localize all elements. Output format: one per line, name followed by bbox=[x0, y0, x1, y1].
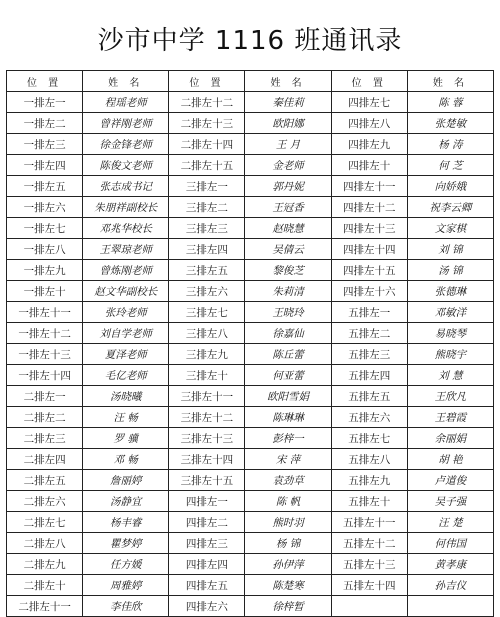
position-cell: 五排左十一 bbox=[331, 512, 407, 533]
position-cell: 二排左二 bbox=[7, 407, 83, 428]
name-cell: 张德琳 bbox=[407, 281, 493, 302]
table-row bbox=[7, 491, 494, 512]
position-cell: 二排左八 bbox=[7, 533, 83, 554]
table-row bbox=[7, 239, 494, 260]
position-cell: 五排左十 bbox=[331, 491, 407, 512]
position-cell: 五排左十四 bbox=[331, 575, 407, 596]
name-cell: 陈 帆 bbox=[245, 491, 331, 512]
name-cell: 吴倩云 bbox=[245, 239, 331, 260]
name-cell: 何 芝 bbox=[407, 155, 493, 176]
name-cell: 卢道俊 bbox=[407, 470, 493, 491]
name-cell: 汤静宜 bbox=[83, 491, 169, 512]
position-cell: 三排左八 bbox=[169, 323, 245, 344]
position-cell: 四排左十五 bbox=[331, 260, 407, 281]
name-cell: 向娇娥 bbox=[407, 176, 493, 197]
name-cell: 黄孝康 bbox=[407, 554, 493, 575]
name-cell: 朱朋祥副校长 bbox=[83, 197, 169, 218]
name-cell: 陈 蓉 bbox=[407, 92, 493, 113]
header-cell: 姓 名 bbox=[407, 71, 493, 92]
position-cell: 三排左七 bbox=[169, 302, 245, 323]
table-row bbox=[7, 428, 494, 449]
table-row bbox=[7, 386, 494, 407]
position-cell: 五排左四 bbox=[331, 365, 407, 386]
name-cell: 赵文华副校长 bbox=[83, 281, 169, 302]
name-cell: 胡 艳 bbox=[407, 449, 493, 470]
position-cell: 四排左八 bbox=[331, 113, 407, 134]
position-cell: 二排左十 bbox=[7, 575, 83, 596]
position-cell: 三排左九 bbox=[169, 344, 245, 365]
name-cell: 李佳欣 bbox=[83, 596, 169, 617]
position-cell: 二排左十五 bbox=[169, 155, 245, 176]
table-row bbox=[7, 92, 494, 113]
table-row bbox=[7, 218, 494, 239]
name-cell: 刘 锦 bbox=[407, 239, 493, 260]
position-cell: 三排左十五 bbox=[169, 470, 245, 491]
position-cell: 一排左十四 bbox=[7, 365, 83, 386]
name-cell: 汪 畅 bbox=[83, 407, 169, 428]
header-cell: 位 置 bbox=[169, 71, 245, 92]
position-cell: 五排左十三 bbox=[331, 554, 407, 575]
name-cell: 陈楚寒 bbox=[245, 575, 331, 596]
name-cell: 余丽娟 bbox=[407, 428, 493, 449]
position-cell: 四排左十六 bbox=[331, 281, 407, 302]
name-cell: 张楚敏 bbox=[407, 113, 493, 134]
name-cell: 祝李云卿 bbox=[407, 197, 493, 218]
name-cell: 徐金锋老师 bbox=[83, 134, 169, 155]
table-row bbox=[7, 113, 494, 134]
position-cell: 五排左三 bbox=[331, 344, 407, 365]
position-cell: 三排左六 bbox=[169, 281, 245, 302]
position-cell: 二排左七 bbox=[7, 512, 83, 533]
table-row bbox=[7, 281, 494, 302]
table-row bbox=[7, 533, 494, 554]
header-cell: 位 置 bbox=[7, 71, 83, 92]
table-row bbox=[7, 155, 494, 176]
name-cell: 王 月 bbox=[245, 134, 331, 155]
position-cell: 一排左八 bbox=[7, 239, 83, 260]
position-cell: 三排左十二 bbox=[169, 407, 245, 428]
table-row bbox=[7, 344, 494, 365]
position-cell: 四排左五 bbox=[169, 575, 245, 596]
name-cell: 徐梓暂 bbox=[245, 596, 331, 617]
position-cell: 四排左一 bbox=[169, 491, 245, 512]
name-cell: 任方媛 bbox=[83, 554, 169, 575]
name-cell: 王晓玲 bbox=[245, 302, 331, 323]
name-cell: 杨 涛 bbox=[407, 134, 493, 155]
position-cell: 三排左三 bbox=[169, 218, 245, 239]
name-cell: 王冠香 bbox=[245, 197, 331, 218]
position-cell: 二排左三 bbox=[7, 428, 83, 449]
name-cell: 陈丘蕾 bbox=[245, 344, 331, 365]
position-cell: 四排左十二 bbox=[331, 197, 407, 218]
table-row bbox=[7, 596, 494, 617]
position-cell: 三排左四 bbox=[169, 239, 245, 260]
roster-table bbox=[6, 70, 494, 617]
position-cell: 五排左一 bbox=[331, 302, 407, 323]
table-row bbox=[7, 302, 494, 323]
table-row bbox=[7, 197, 494, 218]
name-cell: 熊时羽 bbox=[245, 512, 331, 533]
name-cell: 熊晓宇 bbox=[407, 344, 493, 365]
name-cell: 吴子强 bbox=[407, 491, 493, 512]
name-cell: 刘自学老师 bbox=[83, 323, 169, 344]
position-cell: 四排左九 bbox=[331, 134, 407, 155]
name-cell: 张志成书记 bbox=[83, 176, 169, 197]
position-cell: 三排左一 bbox=[169, 176, 245, 197]
position-cell: 二排左四 bbox=[7, 449, 83, 470]
position-cell: 一排左九 bbox=[7, 260, 83, 281]
name-cell: 邓兆华校长 bbox=[83, 218, 169, 239]
name-cell: 陈琳琳 bbox=[245, 407, 331, 428]
position-cell: 二排左九 bbox=[7, 554, 83, 575]
position-cell: 五排左二 bbox=[331, 323, 407, 344]
position-cell: 二排左五 bbox=[7, 470, 83, 491]
name-cell: 罗 骥 bbox=[83, 428, 169, 449]
name-cell: 夏泽老师 bbox=[83, 344, 169, 365]
name-cell: 朱莉清 bbox=[245, 281, 331, 302]
name-cell: 文家棋 bbox=[407, 218, 493, 239]
table-row bbox=[7, 134, 494, 155]
name-cell: 袁劲草 bbox=[245, 470, 331, 491]
table-row bbox=[7, 323, 494, 344]
position-cell: 二排左十二 bbox=[169, 92, 245, 113]
name-cell: 秦佳莉 bbox=[245, 92, 331, 113]
position-cell: 一排左一 bbox=[7, 92, 83, 113]
position-cell: 一排左七 bbox=[7, 218, 83, 239]
position-cell: 四排左二 bbox=[169, 512, 245, 533]
table-row bbox=[7, 176, 494, 197]
table-row bbox=[7, 554, 494, 575]
position-cell: 五排左五 bbox=[331, 386, 407, 407]
position-cell: 五排左六 bbox=[331, 407, 407, 428]
position-cell: 一排左三 bbox=[7, 134, 83, 155]
name-cell: 邓 畅 bbox=[83, 449, 169, 470]
table-row bbox=[7, 449, 494, 470]
position-cell: 四排左四 bbox=[169, 554, 245, 575]
name-cell: 欧阳雪娟 bbox=[245, 386, 331, 407]
header-cell: 位 置 bbox=[331, 71, 407, 92]
name-cell: 黎俊芝 bbox=[245, 260, 331, 281]
position-cell: 一排左四 bbox=[7, 155, 83, 176]
page-title: 沙市中学 1116 班通讯录 bbox=[97, 26, 403, 56]
name-cell: 曾祥刚老师 bbox=[83, 113, 169, 134]
name-cell: 欧阳娜 bbox=[245, 113, 331, 134]
name-cell: 宋 萍 bbox=[245, 449, 331, 470]
position-cell: 一排左六 bbox=[7, 197, 83, 218]
position-cell: 二排左十四 bbox=[169, 134, 245, 155]
name-cell: 毛亿老师 bbox=[83, 365, 169, 386]
name-cell: 詹丽婷 bbox=[83, 470, 169, 491]
position-cell: 五排左七 bbox=[331, 428, 407, 449]
name-cell: 孙伊萍 bbox=[245, 554, 331, 575]
header-row bbox=[7, 71, 494, 92]
position-cell: 一排左二 bbox=[7, 113, 83, 134]
position-cell: 二排左六 bbox=[7, 491, 83, 512]
position-cell: 四排左十一 bbox=[331, 176, 407, 197]
name-cell: 汤晓曦 bbox=[83, 386, 169, 407]
header-cell: 姓 名 bbox=[245, 71, 331, 92]
position-cell: 四排左十三 bbox=[331, 218, 407, 239]
position-cell: 五排左八 bbox=[331, 449, 407, 470]
roster-body bbox=[7, 92, 494, 617]
position-cell: 三排左十 bbox=[169, 365, 245, 386]
name-cell: 刘 慧 bbox=[407, 365, 493, 386]
header-cell: 姓 名 bbox=[83, 71, 169, 92]
name-cell: 王欣凡 bbox=[407, 386, 493, 407]
position-cell: 三排左五 bbox=[169, 260, 245, 281]
name-cell: 周雅婷 bbox=[83, 575, 169, 596]
name-cell: 金老师 bbox=[245, 155, 331, 176]
name-cell: 何伟国 bbox=[407, 533, 493, 554]
position-cell: 五排左九 bbox=[331, 470, 407, 491]
name-cell: 杨 锦 bbox=[245, 533, 331, 554]
table-row bbox=[7, 365, 494, 386]
position-cell: 二排左十一 bbox=[7, 596, 83, 617]
table-row bbox=[7, 512, 494, 533]
position-cell: 三排左十四 bbox=[169, 449, 245, 470]
position-cell: 二排左十三 bbox=[169, 113, 245, 134]
table-row bbox=[7, 260, 494, 281]
position-cell: 四排左三 bbox=[169, 533, 245, 554]
name-cell: 瞿梦婷 bbox=[83, 533, 169, 554]
table-row bbox=[7, 407, 494, 428]
position-cell: 一排左十三 bbox=[7, 344, 83, 365]
position-cell: 四排左六 bbox=[169, 596, 245, 617]
name-cell: 王碧霞 bbox=[407, 407, 493, 428]
position-cell: 三排左十一 bbox=[169, 386, 245, 407]
position-cell: 一排左五 bbox=[7, 176, 83, 197]
name-cell: 郭丹妮 bbox=[245, 176, 331, 197]
position-cell: 五排左十二 bbox=[331, 533, 407, 554]
position-cell: 四排左十 bbox=[331, 155, 407, 176]
name-cell: 曾炼刚老师 bbox=[83, 260, 169, 281]
position-cell: 二排左一 bbox=[7, 386, 83, 407]
table-row bbox=[7, 575, 494, 596]
name-cell: 孙吉仪 bbox=[407, 575, 493, 596]
name-cell: 张玲老师 bbox=[83, 302, 169, 323]
name-cell: 邓敏洋 bbox=[407, 302, 493, 323]
name-cell: 王翠琼老师 bbox=[83, 239, 169, 260]
position-cell bbox=[331, 596, 407, 617]
name-cell: 彭梓一 bbox=[245, 428, 331, 449]
name-cell: 何亚蕾 bbox=[245, 365, 331, 386]
table-row bbox=[7, 470, 494, 491]
name-cell: 赵晓慧 bbox=[245, 218, 331, 239]
name-cell: 程瑶老师 bbox=[83, 92, 169, 113]
position-cell: 四排左七 bbox=[331, 92, 407, 113]
position-cell: 三排左十三 bbox=[169, 428, 245, 449]
name-cell: 徐嘉仙 bbox=[245, 323, 331, 344]
name-cell: 易晓琴 bbox=[407, 323, 493, 344]
position-cell: 一排左十 bbox=[7, 281, 83, 302]
position-cell: 一排左十二 bbox=[7, 323, 83, 344]
name-cell: 汤 锦 bbox=[407, 260, 493, 281]
name-cell: 汪 楚 bbox=[407, 512, 493, 533]
position-cell: 一排左十一 bbox=[7, 302, 83, 323]
position-cell: 四排左十四 bbox=[331, 239, 407, 260]
name-cell: 杨丰睿 bbox=[83, 512, 169, 533]
name-cell: 陈俊文老师 bbox=[83, 155, 169, 176]
name-cell bbox=[407, 596, 493, 617]
position-cell: 三排左二 bbox=[169, 197, 245, 218]
